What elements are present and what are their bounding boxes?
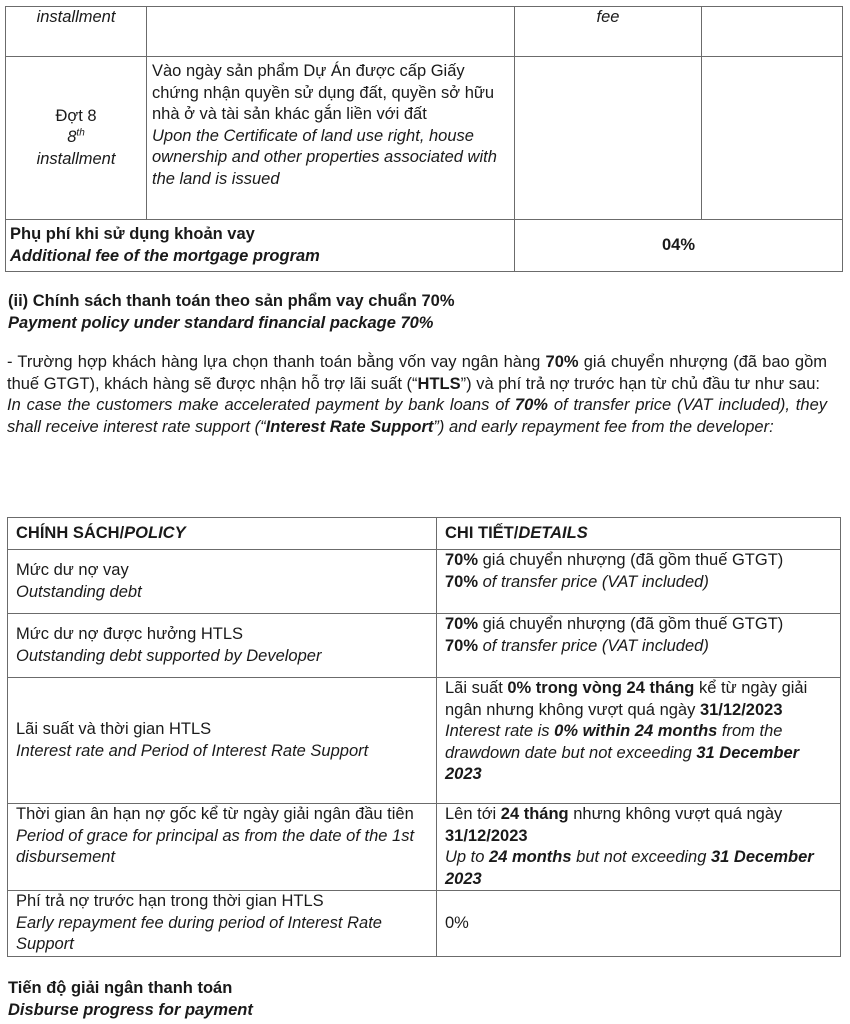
- detail-vi: [445, 614, 832, 636]
- fee-label-en: Additional fee of the mortgage program: [10, 246, 320, 265]
- detail-cell: [437, 614, 841, 678]
- detail-en: [445, 572, 832, 594]
- policy-en: Interest rate and Period of Interest Rate Support: [16, 741, 369, 760]
- bold-run: 70%: [445, 551, 479, 569]
- detail-cell: [437, 550, 841, 614]
- detail-en: [445, 636, 832, 658]
- bold-run: 0% within 24 months: [554, 722, 718, 740]
- paragraph-en: [7, 395, 827, 438]
- text-run: Up to: [445, 848, 490, 866]
- empty-cell: [702, 57, 843, 220]
- fee-value: 04%: [515, 220, 843, 272]
- text-run: of transfer price (VAT included): [478, 572, 709, 591]
- text-run: of transfer price (VAT included), they shall receive interest rate support (“: [7, 396, 827, 436]
- policy-cell: [8, 550, 437, 614]
- bold-run: 0% trong vòng 24 tháng: [507, 679, 695, 697]
- section-title-vi: (ii) Chính sách thanh toán theo sản phẩm vay chuẩn 70%: [8, 292, 455, 310]
- installment-table: [5, 6, 843, 272]
- disburse-title-en: Disburse progress for payment: [8, 1000, 253, 1019]
- text-run: - Trường hợp khách hàng lựa chọn thanh toán bằng vốn vay ngân hàng: [7, 353, 546, 371]
- bold-run: 70%: [445, 572, 479, 591]
- ordinal-suffix: th: [76, 127, 85, 139]
- installment-cell: [6, 7, 147, 57]
- policy-cell: [8, 678, 437, 804]
- milestone-en: Upon the Certificate of land use right, house ownership and other properties associated with the land is issued: [152, 126, 497, 188]
- fee-cell: [515, 57, 702, 220]
- policy-vi: Mức dư nợ vay: [16, 561, 129, 579]
- bold-run: 31/12/2023: [445, 826, 528, 845]
- disburse-title-vi: Tiến độ giải ngân thanh toán: [8, 979, 233, 997]
- fee-label: fee: [596, 8, 620, 26]
- detail-en: [445, 721, 832, 786]
- policy-vi: Phí trả nợ trước hạn trong thời gian HTLS: [16, 892, 324, 910]
- bold-run: HTLS: [417, 374, 461, 393]
- detail-vi: [445, 678, 832, 721]
- disburse-heading: [8, 978, 253, 1021]
- bold-run: 24 tháng: [500, 805, 569, 823]
- ordinal-number: 8: [67, 128, 77, 147]
- text-run: but not exceeding: [571, 848, 711, 866]
- installment-label: installment: [36, 8, 116, 26]
- table-row: [8, 550, 841, 614]
- bold-run: 31 December 2023: [445, 743, 800, 783]
- installment-en: installment: [36, 149, 116, 168]
- installment-vi: Đợt 8: [55, 106, 97, 125]
- empty-cell: [702, 7, 843, 57]
- text-run: from the drawdown date but not exceeding: [445, 722, 783, 762]
- text-run: giá chuyển nhượng (đã gồm thuế GTGT): [478, 551, 784, 569]
- milestone-cell: [147, 7, 515, 57]
- bold-run: Interest Rate Support: [265, 417, 434, 436]
- text-run: Lên tới: [445, 805, 501, 823]
- detail-en: [445, 847, 832, 890]
- fee-label-vi: Phụ phí khi sử dụng khoản vay: [10, 225, 255, 243]
- policy-paragraph: [7, 352, 827, 438]
- text-run: ”) và phí trả nợ trước hạn từ chủ đầu tư như sau:: [460, 374, 820, 393]
- policy-cell: [8, 891, 437, 957]
- milestone-cell: [147, 57, 515, 220]
- fee-label-cell: [6, 220, 515, 272]
- bold-run: 24 months: [489, 848, 572, 866]
- bold-run: 70%: [514, 396, 548, 414]
- detail-vi: [445, 550, 832, 572]
- text-run: nhưng không vượt quá ngày: [568, 805, 783, 823]
- installment-cell: [6, 57, 147, 220]
- text-run: ”) and early repayment fee from the developer:: [433, 417, 774, 436]
- header-details: [437, 518, 841, 550]
- text-run: of transfer price (VAT included): [478, 636, 709, 655]
- text-run: kể từ ngày giải ngân nhưng không vượt quá ngày: [445, 679, 808, 719]
- text-run: Interest rate is: [445, 722, 555, 740]
- header-details-en: DETAILS: [518, 523, 588, 542]
- policy-en: Outstanding debt: [16, 582, 142, 601]
- header-policy-vi: CHÍNH SÁCH/: [16, 523, 125, 542]
- policy-cell: [8, 804, 437, 891]
- policy-en: Outstanding debt supported by Developer: [16, 646, 322, 665]
- detail-cell: 0%: [437, 891, 841, 957]
- table-header-row: [8, 518, 841, 550]
- fee-cell: [515, 7, 702, 57]
- policy-vi: Lãi suất và thời gian HTLS: [16, 720, 212, 738]
- paragraph-vi: [7, 352, 827, 395]
- header-details-vi: CHI TIẾT/: [445, 523, 519, 542]
- bold-run: 31/12/2023: [699, 700, 783, 719]
- text-run: giá chuyển nhượng (đã gồm thuế GTGT): [478, 615, 784, 633]
- detail-cell: [437, 804, 841, 891]
- policy-table: [7, 517, 841, 957]
- table-row: [8, 678, 841, 804]
- section-title-en: Payment policy under standard financial package 70%: [8, 313, 434, 332]
- text-run: giá chuyển nhượng (đã bao gồm thuế GTGT), khách hàng sẽ được nhận hỗ trợ lãi suất (“: [7, 353, 827, 393]
- table-row: [8, 891, 841, 957]
- header-policy-en: POLICY: [124, 523, 186, 542]
- fee-row: [6, 220, 843, 272]
- table-row: [8, 614, 841, 678]
- bold-run: 70%: [445, 615, 479, 633]
- section-heading: [8, 291, 455, 334]
- bold-run: 70%: [545, 353, 579, 371]
- text-run: Lãi suất: [445, 679, 508, 697]
- detail-vi: [445, 804, 832, 847]
- table-row: [8, 804, 841, 891]
- text-run: In case the customers make accelerated payment by bank loans of: [7, 396, 515, 414]
- policy-vi: Mức dư nợ được hưởng HTLS: [16, 625, 244, 643]
- detail-cell: [437, 678, 841, 804]
- table-row: [6, 7, 843, 57]
- policy-vi: Thời gian ân hạn nợ gốc kể từ ngày giải ngân đầu tiên: [16, 805, 414, 823]
- bold-run: 31 December 2023: [445, 848, 814, 888]
- table-row: [6, 57, 843, 220]
- bold-run: 70%: [445, 636, 479, 655]
- policy-en: Period of grace for principal as from the date of the 1st disbursement: [16, 826, 415, 866]
- policy-cell: [8, 614, 437, 678]
- installment-ordinal: [11, 127, 141, 149]
- policy-en: Early repayment fee during period of Interest Rate Support: [16, 913, 382, 953]
- milestone-vi: Vào ngày sản phẩm Dự Án được cấp Giấy chứng nhận quyền sử dụng đất, quyền sở hữu nhà ở và tài sản khác gắn liền với đất: [152, 62, 495, 123]
- header-policy: [8, 518, 437, 550]
